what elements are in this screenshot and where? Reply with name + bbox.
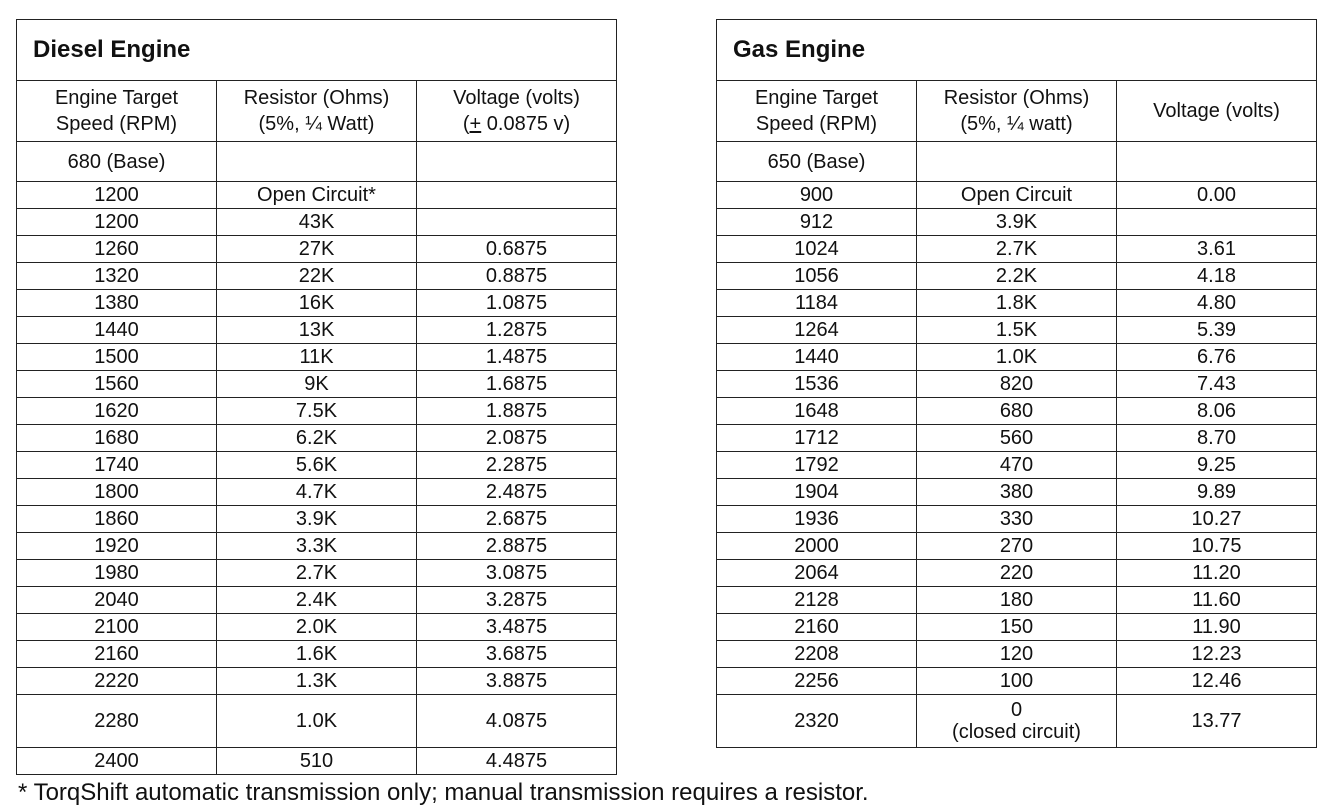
table-row [717,452,1317,479]
table-row [717,695,1317,748]
diesel-cell-rpm: 1980 [17,560,217,587]
diesel-cell-rpm: 1200 [17,209,217,236]
gas-header-rpm-line2: Speed (RPM) [755,113,878,135]
diesel-cell-voltage: 1.2875 [417,317,617,344]
gas-cell-resistor: 820 [917,371,1117,398]
diesel-cell-resistor: 13K [217,317,417,344]
diesel-cell-rpm: 1440 [17,317,217,344]
gas-cell-rpm: 2128 [717,587,917,614]
table-row [717,317,1317,344]
diesel-cell-resistor: 11K [217,344,417,371]
gas-header-voltage [1117,81,1317,142]
gas-cell-resistor-line: 0 [1010,699,1023,721]
diesel-cell-resistor: 16K [217,290,417,317]
gas-cell-resistor [917,695,1117,748]
gas-cell-resistor: 1.0K [917,344,1117,371]
table-row [17,533,617,560]
diesel-header-rpm-line2: Speed (RPM) [55,113,178,135]
table-row [17,641,617,668]
diesel-cell-voltage: 1.8875 [417,398,617,425]
diesel-cell-resistor: 22K [217,263,417,290]
table-row [717,290,1317,317]
diesel-cell-resistor: 2.4K [217,587,417,614]
table-row [17,209,617,236]
diesel-cell-rpm: 1680 [17,425,217,452]
table-row [717,533,1317,560]
gas-title-row [717,20,1317,81]
gas-table-title: Gas Engine [717,20,1317,81]
table-row [717,641,1317,668]
diesel-cell-rpm: 2040 [17,587,217,614]
gas-cell-rpm: 912 [717,209,917,236]
gas-header-resistor-line1: Resistor (Ohms) [943,87,1090,109]
gas-cell-voltage: 12.23 [1117,641,1317,668]
gas-cell-rpm: 1904 [717,479,917,506]
plus-minus-symbol: + [469,113,482,135]
gas-cell-rpm: 1648 [717,398,917,425]
diesel-cell-voltage: 3.4875 [417,614,617,641]
gas-cell-rpm: 1056 [717,263,917,290]
diesel-voltage-tolerance: 0.0875 v) [486,113,571,135]
table-row [17,236,617,263]
gas-engine-table [716,19,1317,748]
diesel-header-voltage-line1: Voltage (volts) [453,87,580,109]
gas-cell-rpm: 1440 [717,344,917,371]
table-row [17,748,617,775]
gas-cell-resistor: 2.7K [917,236,1117,263]
gas-cell-resistor: 150 [917,614,1117,641]
diesel-voltage-open-paren: ( [462,113,470,135]
table-row [17,371,617,398]
gas-cell-resistor: 220 [917,560,1117,587]
gas-cell-voltage: 8.06 [1117,398,1317,425]
gas-cell-voltage: 9.89 [1117,479,1317,506]
table-row [717,668,1317,695]
diesel-cell-resistor: Open Circuit* [217,182,417,209]
table-row [717,614,1317,641]
table-row [717,344,1317,371]
diesel-cell-voltage: 2.4875 [417,479,617,506]
diesel-cell-resistor: 3.3K [217,533,417,560]
diesel-header-voltage [417,81,617,142]
diesel-cell-resistor: 4.7K [217,479,417,506]
gas-cell-rpm: 1024 [717,236,917,263]
gas-cell-rpm: 1792 [717,452,917,479]
diesel-cell-resistor: 2.0K [217,614,417,641]
gas-cell-resistor: 680 [917,398,1117,425]
diesel-cell-resistor: 7.5K [217,398,417,425]
gas-base-resistor [917,142,1117,182]
diesel-cell-voltage: 1.0875 [417,290,617,317]
diesel-cell-rpm: 2100 [17,614,217,641]
diesel-base-voltage [417,142,617,182]
gas-cell-rpm: 2064 [717,560,917,587]
gas-cell-rpm: 2000 [717,533,917,560]
diesel-cell-rpm: 2280 [17,695,217,748]
table-row [17,290,617,317]
diesel-header-resistor-line2: (5%, ¼ Watt) [258,113,375,135]
diesel-cell-voltage [417,209,617,236]
gas-cell-rpm: 1184 [717,290,917,317]
table-row [17,587,617,614]
table-row [717,506,1317,533]
gas-cell-voltage: 10.27 [1117,506,1317,533]
gas-base-voltage [1117,142,1317,182]
diesel-cell-voltage: 3.0875 [417,560,617,587]
diesel-cell-resistor: 510 [217,748,417,775]
diesel-cell-voltage: 2.0875 [417,425,617,452]
diesel-cell-rpm: 1860 [17,506,217,533]
diesel-cell-resistor: 1.6K [217,641,417,668]
table-row [717,182,1317,209]
table-row [717,425,1317,452]
table-row [17,479,617,506]
diesel-cell-voltage: 3.8875 [417,668,617,695]
table-row [17,425,617,452]
gas-cell-voltage: 4.18 [1117,263,1317,290]
gas-cell-rpm: 1936 [717,506,917,533]
gas-cell-voltage: 11.20 [1117,560,1317,587]
diesel-table-body [17,20,617,775]
diesel-cell-rpm: 1560 [17,371,217,398]
diesel-cell-resistor: 1.0K [217,695,417,748]
gas-cell-resistor: 560 [917,425,1117,452]
diesel-base-row [17,142,617,182]
diesel-header-voltage-line2 [417,111,616,137]
gas-cell-resistor: 470 [917,452,1117,479]
diesel-cell-rpm: 1740 [17,452,217,479]
table-row [17,263,617,290]
diesel-cell-resistor: 6.2K [217,425,417,452]
gas-cell-voltage: 0.00 [1117,182,1317,209]
table-row [17,398,617,425]
footnote: * TorqShift automatic transmission only; manual transmission requires a resistor. [18,779,869,806]
diesel-cell-resistor: 5.6K [217,452,417,479]
diesel-cell-voltage: 4.0875 [417,695,617,748]
gas-cell-voltage: 13.77 [1117,695,1317,748]
table-row [717,209,1317,236]
diesel-cell-voltage: 1.4875 [417,344,617,371]
gas-cell-resistor: 380 [917,479,1117,506]
gas-cell-resistor: 330 [917,506,1117,533]
table-row [17,668,617,695]
diesel-cell-rpm: 1620 [17,398,217,425]
diesel-cell-rpm: 1320 [17,263,217,290]
gas-cell-voltage: 4.80 [1117,290,1317,317]
table-row [17,182,617,209]
diesel-header-row [17,81,617,142]
diesel-table-title: Diesel Engine [17,20,617,81]
diesel-cell-resistor: 43K [217,209,417,236]
table-row [717,371,1317,398]
diesel-cell-voltage: 1.6875 [417,371,617,398]
gas-cell-voltage: 10.75 [1117,533,1317,560]
diesel-cell-rpm: 1800 [17,479,217,506]
diesel-base-rpm: 680 (Base) [17,142,217,182]
table-row [17,614,617,641]
gas-header-resistor-line2: (5%, ¼ watt) [960,113,1073,135]
gas-cell-voltage: 3.61 [1117,236,1317,263]
gas-cell-voltage: 11.60 [1117,587,1317,614]
diesel-cell-rpm: 1260 [17,236,217,263]
gas-cell-rpm: 900 [717,182,917,209]
gas-cell-rpm: 2256 [717,668,917,695]
diesel-engine-table [16,19,617,775]
gas-cell-resistor: 180 [917,587,1117,614]
gas-cell-resistor: Open Circuit [917,182,1117,209]
table-row [17,695,617,748]
table-row [17,506,617,533]
diesel-cell-voltage: 3.6875 [417,641,617,668]
gas-header-rpm-line1: Engine Target [754,87,879,109]
diesel-cell-rpm: 2400 [17,748,217,775]
gas-cell-voltage: 8.70 [1117,425,1317,452]
table-row [717,479,1317,506]
diesel-cell-voltage [417,182,617,209]
gas-cell-voltage: 9.25 [1117,452,1317,479]
table-row [717,236,1317,263]
diesel-cell-rpm: 1380 [17,290,217,317]
diesel-cell-voltage: 2.2875 [417,452,617,479]
diesel-cell-rpm: 2220 [17,668,217,695]
gas-cell-rpm: 2208 [717,641,917,668]
gas-base-rpm: 650 (Base) [717,142,917,182]
diesel-header-rpm [17,81,217,142]
table-row [17,317,617,344]
diesel-cell-voltage: 2.8875 [417,533,617,560]
diesel-base-resistor [217,142,417,182]
table-row [717,560,1317,587]
diesel-cell-voltage: 2.6875 [417,506,617,533]
diesel-cell-rpm: 1920 [17,533,217,560]
diesel-header-rpm-line1: Engine Target [54,87,179,109]
gas-header-row [717,81,1317,142]
gas-cell-rpm: 1264 [717,317,917,344]
gas-header-voltage-line1: Voltage (volts) [1153,100,1280,122]
diesel-cell-voltage: 3.2875 [417,587,617,614]
gas-cell-resistor: 100 [917,668,1117,695]
diesel-title-row [17,20,617,81]
table-row [17,344,617,371]
gas-cell-resistor: 2.2K [917,263,1117,290]
diesel-cell-voltage: 4.4875 [417,748,617,775]
gas-cell-rpm: 2160 [717,614,917,641]
diesel-cell-voltage: 0.6875 [417,236,617,263]
gas-cell-voltage: 7.43 [1117,371,1317,398]
diesel-cell-resistor: 2.7K [217,560,417,587]
diesel-cell-resistor: 1.3K [217,668,417,695]
gas-cell-rpm: 2320 [717,695,917,748]
diesel-cell-voltage: 0.8875 [417,263,617,290]
diesel-cell-resistor: 9K [217,371,417,398]
table-row [17,560,617,587]
gas-cell-resistor: 270 [917,533,1117,560]
diesel-cell-rpm: 1200 [17,182,217,209]
gas-cell-voltage: 12.46 [1117,668,1317,695]
gas-header-rpm [717,81,917,142]
diesel-header-resistor-line1: Resistor (Ohms) [243,87,390,109]
table-row [17,452,617,479]
table-row [717,587,1317,614]
gas-cell-rpm: 1536 [717,371,917,398]
diesel-cell-rpm: 1500 [17,344,217,371]
diesel-cell-resistor: 3.9K [217,506,417,533]
diesel-cell-resistor: 27K [217,236,417,263]
gas-cell-voltage [1117,209,1317,236]
gas-cell-voltage: 5.39 [1117,317,1317,344]
gas-base-row [717,142,1317,182]
gas-cell-voltage: 11.90 [1117,614,1317,641]
gas-cell-resistor: 1.8K [917,290,1117,317]
gas-cell-resistor: 3.9K [917,209,1117,236]
diesel-header-resistor [217,81,417,142]
table-row [717,263,1317,290]
gas-cell-voltage: 6.76 [1117,344,1317,371]
gas-header-resistor [917,81,1117,142]
gas-table-body [717,20,1317,748]
table-row [717,398,1317,425]
gas-cell-resistor: 1.5K [917,317,1117,344]
gas-cell-rpm: 1712 [717,425,917,452]
gas-cell-resistor-line: (closed circuit) [952,721,1081,743]
diesel-cell-rpm: 2160 [17,641,217,668]
gas-cell-resistor: 120 [917,641,1117,668]
